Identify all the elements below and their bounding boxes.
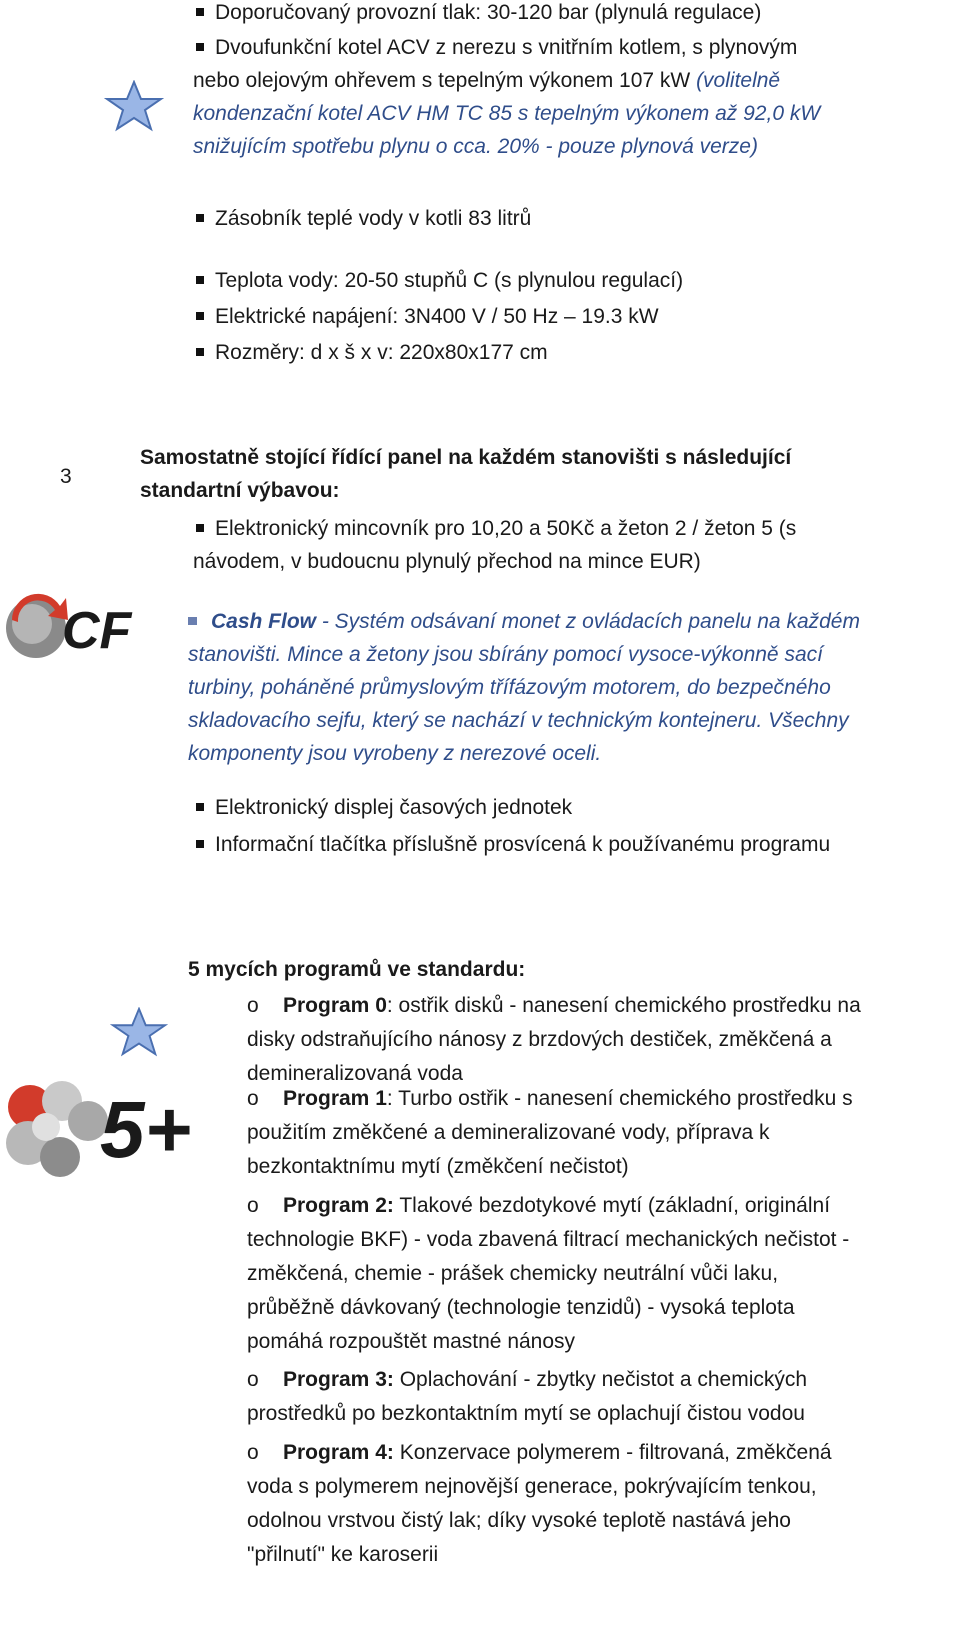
boiler-option-line1: kondenzační kotel ACV HM TC 85 s tepelným výkonem až 92,0 kW xyxy=(193,102,821,125)
programs-heading: 5 mycích programů ve standardu: xyxy=(188,958,526,981)
bullet-pressure: Doporučovaný provozní tlak: 30-120 bar (plynulá regulace) xyxy=(196,0,761,30)
boiler-option-line2: snižujícím spotřebu plynu o cca. 20% - pouze plynová verze) xyxy=(193,135,758,158)
program-3: o Program 3: Oplachování - zbytky nečistot a chemických prostředků po bezkontaktním mytí se oplachují čistou vodou xyxy=(247,1368,808,1425)
cashflow-line5: komponenty jsou vyrobeny z nerezové oceli. xyxy=(188,742,602,765)
five-plus-logo-icon xyxy=(2,1075,217,1185)
bullet-water-temp: Teplota vody: 20-50 stupňů C (s plynulou regulací) xyxy=(196,264,683,298)
program-2: o Program 2: Tlakové bezdotykové mytí (základní, originální technologie BKF) - voda zbavená filtrací mechanických nečistot - změkčená, chemie - prášek chemicky neutrální vůči laku, průběžně dávkovaný (technologie tenzidů) - vysoká teplota pomáhá rozpouštět mastné nánosy xyxy=(247,1194,850,1353)
bullet-buttons: Informační tlačítka příslušně prosvícená k používanému programu xyxy=(196,828,830,862)
cf-logo-text: CF xyxy=(62,602,132,660)
five-plus-logo-text: 5+ xyxy=(100,1085,192,1174)
program-1: o Program 1: Turbo ostřik - nanesení chemického prostředku s použitím změkčené a demineralizované vody, příprava k bezkontaktnímu mytí (změkčení nečistot) xyxy=(247,1087,853,1178)
boiler-line2: nebo olejovým ohřevem s tepelným výkonem 107 kW (volitelně xyxy=(193,69,781,92)
cashflow-bullet-icon xyxy=(188,617,197,625)
section-number: 3 xyxy=(60,465,72,488)
cashflow-line3: turbiny, poháněné průmyslovým třífázovým motorem, do bezpečného xyxy=(188,676,831,699)
cashflow-line4: skladovacího sejfu, který se nachází v technickým kontejneru. Všechny xyxy=(188,709,849,732)
cashflow-line2: stanovišti. Mince a žetony jsou sbírány pomocí vysoce-výkonně sací xyxy=(188,643,823,666)
program-4: o Program 4: Konzervace polymerem - filtrovaná, změkčená voda s polymerem nejnovější generace, pokrývajícím tenkou, odolnou vrstvou čistý lak; díky vysoké teplotě nastává jeho "přilnutí" ke karoserii xyxy=(247,1441,832,1566)
bullet-dimensions: Rozměry: d x š x v: 220x80x177 cm xyxy=(196,336,548,370)
cashflow-line1: Cash Flow - Systém odsávaní monet z ovládacích panelu na každém xyxy=(188,605,860,639)
section-heading: Samostatně stojící řídící panel na každém stanovišti s následující xyxy=(140,446,792,469)
bullet-water-tank: Zásobník teplé vody v kotli 83 litrů xyxy=(196,202,531,236)
coin-acceptor-line2: návodem, v budoucnu plynulý přechod na mince EUR) xyxy=(193,550,701,573)
bullet-boiler: Dvoufunkční kotel ACV z nerezu s vnitřním kotlem, s plynovým xyxy=(196,31,797,65)
cashflow-logo-icon xyxy=(2,586,152,666)
section-heading-line2: standartní výbavou: xyxy=(140,479,340,502)
bullet-coin-acceptor: Elektronický mincovník pro 10,20 a 50Kč a žeton 2 / žeton 5 (s xyxy=(196,512,796,546)
bullet-display: Elektronický displej časových jednotek xyxy=(196,791,572,825)
star-icon xyxy=(110,1007,168,1057)
program-0: o Program 0: ostřik disků - nanesení chemického prostředku na disky odstraňujícího nánosy z brzdových destiček, změkčená a demineralizovaná voda xyxy=(247,994,861,1085)
star-icon xyxy=(104,80,164,132)
bullet-power: Elektrické napájení: 3N400 V / 50 Hz – 19.3 kW xyxy=(196,300,659,334)
